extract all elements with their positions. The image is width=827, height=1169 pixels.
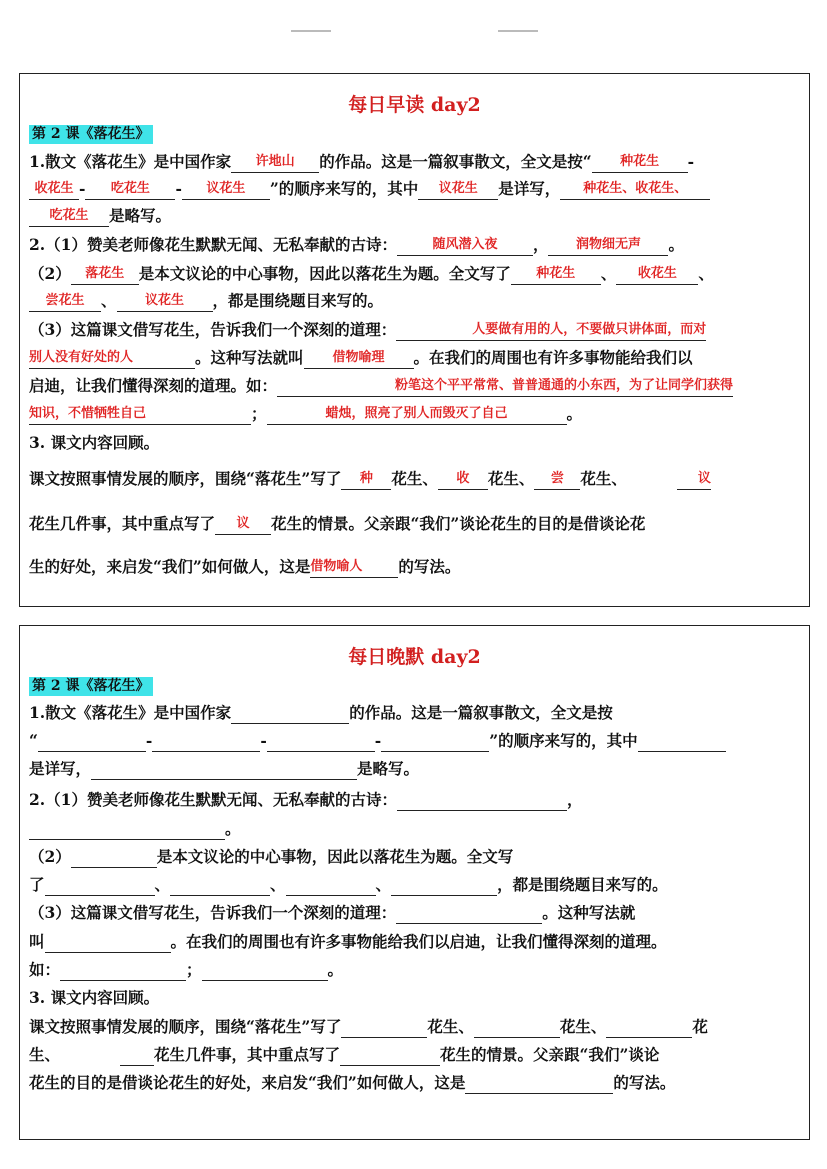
answer-detailed: 议花生 bbox=[418, 179, 498, 200]
answer-step-2: 收 bbox=[438, 469, 488, 490]
evening-q2-2-line2: 了 、 、 、 ，都是围绕题目来写的。 bbox=[29, 875, 668, 894]
morning-q1-line2: 收花生 - 吃花生 - 议花生 ”的顺序来写的，其中 议花生 是详写， 种花生、收花生、 bbox=[29, 178, 710, 200]
answer-brief-2: 吃花生 bbox=[29, 206, 109, 227]
evening-q1-line2: “ - - - ”的顺序来写的，其中 bbox=[29, 730, 726, 752]
answer-poem-2: 润物细无声 bbox=[548, 235, 668, 256]
evening-q3-heading: 3. 课文内容回顾。 bbox=[29, 988, 160, 1007]
blank-poem-2[interactable] bbox=[29, 821, 225, 840]
blank-step-3[interactable] bbox=[606, 1019, 692, 1038]
morning-q3-line1: 课文按照事情发展的顺序，围绕“落花生”写了 种 花生、 收 花生、 尝 花生、 议 bbox=[29, 469, 711, 488]
answer-step-4: 议 bbox=[677, 469, 711, 490]
evening-q1-line1: 1.散文《落花生》是中国作家 的作品。这是一篇叙事散文，全文是按 bbox=[29, 703, 613, 722]
blank-order-3[interactable] bbox=[267, 733, 375, 752]
answer-brief-1: 种花生、收花生、 bbox=[560, 179, 710, 200]
blank-example-2[interactable] bbox=[202, 962, 328, 981]
answer-example-1b: 知识，不惜牺牲自己 bbox=[29, 404, 251, 425]
morning-q3-heading: 3. 课文内容回顾。 bbox=[29, 433, 160, 452]
answer-order-3: 吃花生 bbox=[85, 179, 175, 200]
blank-truth[interactable] bbox=[396, 905, 542, 924]
evening-q2-1-cont: 。 bbox=[29, 818, 241, 840]
answer-poem-1: 随风潜入夜 bbox=[397, 235, 533, 256]
evening-q2-3-line1: （3）这篇课文借写花生，告诉我们一个深刻的道理： 。这种写法就 bbox=[29, 903, 636, 922]
blank-example-1[interactable] bbox=[60, 962, 186, 981]
blank-detailed[interactable] bbox=[638, 733, 726, 752]
evening-q3-line1: 课文按照事情发展的顺序，围绕“落花生”写了 花生、 花生、 花 bbox=[29, 1017, 708, 1036]
page-mark-right bbox=[498, 30, 538, 32]
morning-q2-3-line1: （3）这篇课文借写花生，告诉我们一个深刻的道理： 人要做有用的人，不要做只讲体面，而对 bbox=[29, 320, 707, 339]
morning-reading-panel bbox=[19, 73, 810, 607]
answer-step-3: 尝 bbox=[534, 469, 580, 490]
answer-order-2: 收花生 bbox=[29, 179, 79, 200]
answer-wrote-1: 种花生 bbox=[511, 264, 601, 285]
blank-order-4[interactable] bbox=[381, 733, 489, 752]
morning-q2-3-line3: 启迪，让我们懂得深刻的道理。如： 粉笔这个平平常常、普普通通的小东西，为了让同学们获得 bbox=[29, 376, 734, 395]
answer-order-1: 种花生 bbox=[592, 152, 688, 173]
morning-q2-1: 2.（1）赞美老师像花生默默无闻、无私奉献的古诗： 随风潜入夜 ， 润物细无声 。 bbox=[29, 235, 684, 254]
evening-q2-3-line3: 如： ； 。 bbox=[29, 960, 344, 979]
morning-q2-3-line4: 知识，不惜牺牲自己 ； 蜡烛，照亮了别人而毁灭了自己 。 bbox=[29, 404, 583, 423]
morning-lesson-tag: 第 2 课《落花生》 bbox=[29, 125, 153, 144]
blank-wrote-4[interactable] bbox=[391, 877, 497, 896]
answer-truth-2: 别人没有好处的人 bbox=[29, 348, 195, 369]
answer-method-2: 借物喻人 bbox=[310, 557, 398, 578]
evening-q2-2-line1: （2） 是本文议论的中心事物，因此以落花生为题。全文写 bbox=[29, 847, 514, 866]
blank-step-2[interactable] bbox=[474, 1019, 560, 1038]
blank-step-1[interactable] bbox=[341, 1019, 427, 1038]
evening-title: 每日晚默 day2 bbox=[348, 646, 481, 668]
answer-example-1a: 粉笔这个平平常常、普普通通的小东西，为了让同学们获得 bbox=[277, 376, 733, 397]
answer-wrote-3: 尝花生 bbox=[29, 291, 101, 312]
answer-center: 落花生 bbox=[71, 264, 139, 285]
answer-wrote-4: 议花生 bbox=[117, 291, 213, 312]
blank-method[interactable] bbox=[45, 934, 171, 953]
blank-wrote-1[interactable] bbox=[45, 877, 155, 896]
answer-method: 借物喻理 bbox=[304, 348, 414, 369]
blank-brief[interactable] bbox=[91, 761, 357, 780]
morning-q2-3-line2: 别人没有好处的人 。这种写法就叫 借物喻理 。在我们的周围也有许多事物能给我们以 bbox=[29, 348, 693, 367]
evening-q3-line3: 花生的目的是借谈论花生的好处，来启发“我们”如何做人，这是 的写法。 bbox=[29, 1073, 676, 1092]
blank-poem-1[interactable] bbox=[397, 792, 567, 811]
blank-wrote-3[interactable] bbox=[286, 877, 376, 896]
answer-truth-1: 人要做有用的人，不要做只讲体面，而对 bbox=[396, 320, 706, 341]
answer-order-4: 议花生 bbox=[182, 179, 270, 200]
answer-focus: 议 bbox=[215, 514, 271, 535]
morning-q3-line2: 花生几件事，其中重点写了 议 花生的情景。父亲跟“我们”谈论花生的目的是借谈论花 bbox=[29, 514, 646, 533]
blank-focus[interactable] bbox=[340, 1047, 440, 1066]
evening-lesson-tag: 第 2 课《落花生》 bbox=[29, 677, 153, 696]
evening-q3-line2: 生、 花生几件事，其中重点写了 花生的情景。父亲跟“我们”谈论 bbox=[29, 1045, 660, 1064]
blank-order-2[interactable] bbox=[152, 733, 260, 752]
answer-author: 许地山 bbox=[231, 152, 319, 173]
morning-q3-line3: 生的好处，来启发“我们”如何做人，这是借物喻人 的写法。 bbox=[29, 557, 461, 576]
evening-q2-1: 2.（1）赞美老师像花生默默无闻、无私奉献的古诗： ， bbox=[29, 790, 583, 809]
morning-q2-2-line2: 尝花生 、 议花生 ，都是围绕题目来写的。 bbox=[29, 290, 383, 312]
morning-q1-line1: 1.散文《落花生》是中国作家 许地山 的作品。这是一篇叙事散文，全文是按“ 种花生 - bbox=[29, 152, 695, 171]
blank-order-1[interactable] bbox=[38, 733, 146, 752]
answer-step-1: 种 bbox=[341, 469, 391, 490]
page-mark-left bbox=[291, 30, 331, 32]
answer-example-2: 蜡烛，照亮了别人而毁灭了自己 bbox=[267, 404, 567, 425]
answer-wrote-2: 收花生 bbox=[616, 264, 698, 285]
evening-q2-3-line2: 叫 。在我们的周围也有许多事物能给我们以启迪，让我们懂得深刻的道理。 bbox=[29, 932, 667, 951]
evening-dictation-panel bbox=[19, 625, 810, 1140]
blank-wrote-2[interactable] bbox=[170, 877, 270, 896]
blank-step-4[interactable] bbox=[120, 1047, 154, 1066]
evening-q1-line3: 是详写， 是略写。 bbox=[29, 759, 420, 778]
blank-author[interactable] bbox=[231, 705, 349, 724]
morning-title: 每日早读 day2 bbox=[348, 94, 481, 116]
morning-q2-2-line1: （2） 落花生 是本文议论的中心事物，因此以落花生为题。全文写了 种花生 、 收花生 、 bbox=[29, 264, 714, 283]
morning-q1-line3: 吃花生 是略写。 bbox=[29, 205, 171, 227]
blank-center[interactable] bbox=[71, 849, 157, 868]
blank-method-2[interactable] bbox=[465, 1075, 613, 1094]
